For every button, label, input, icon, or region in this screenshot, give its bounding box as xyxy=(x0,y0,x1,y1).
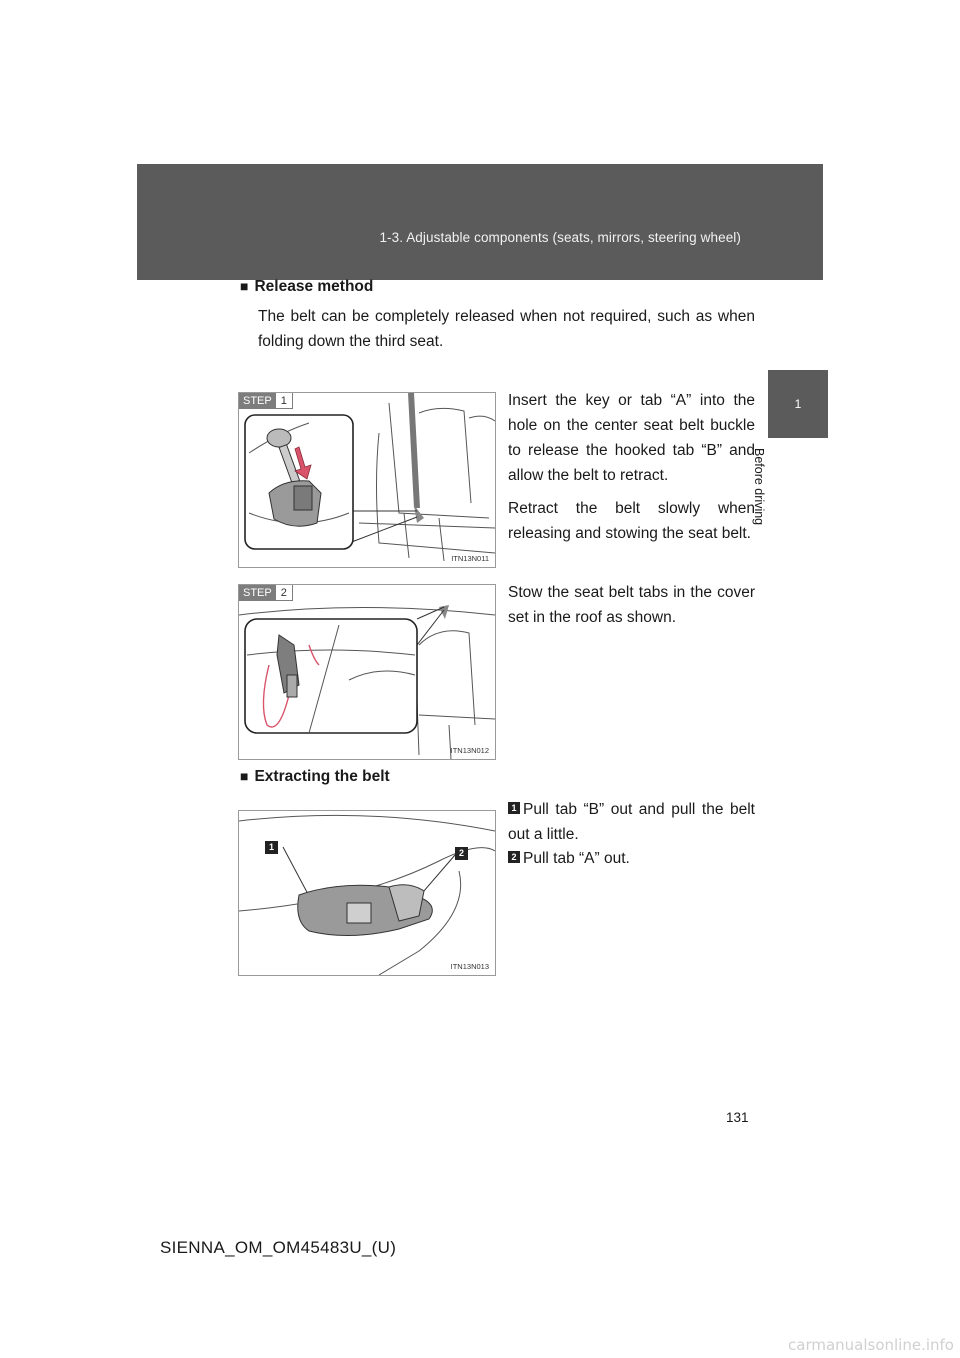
step2-figure-code: ITN13N012 xyxy=(450,746,489,755)
step1-text xyxy=(508,388,755,554)
step1-paragraph: Retract the belt slowly when releasing and stowing the seat belt. xyxy=(508,500,755,542)
extract-figure xyxy=(238,810,496,976)
seat-belt-stow-illustration xyxy=(239,585,495,759)
page-number: 131 xyxy=(726,1110,749,1125)
step2-badge-number: 2 xyxy=(276,585,293,601)
section-title: 1-3. Adjustable components (seats, mirrors, steering wheel) xyxy=(379,230,741,245)
step2-text xyxy=(508,580,755,638)
step1-figure xyxy=(238,392,496,568)
step2-badge-label: STEP xyxy=(239,585,276,601)
step2-figure xyxy=(238,584,496,760)
release-method-heading xyxy=(240,278,373,296)
header-band xyxy=(137,164,823,280)
extract-item-2 xyxy=(508,846,755,871)
belt-extract-illustration xyxy=(239,811,495,975)
extract-item-2-text: Pull tab “A” out. xyxy=(523,850,630,867)
watermark: carmanualsonline.info xyxy=(788,1336,954,1354)
document-code: SIENNA_OM_OM45483U_(U) xyxy=(160,1238,397,1257)
square-bullet-icon: ■ xyxy=(240,768,249,784)
callout-2: 2 xyxy=(458,848,464,858)
chapter-label xyxy=(752,448,818,538)
chapter-number: 1 xyxy=(794,397,802,411)
step1-figure-code: ITN13N011 xyxy=(451,554,489,563)
number-badge-2: 2 xyxy=(508,851,520,863)
extract-item-1-text: Pull tab “B” out and pull the belt out a little. xyxy=(508,801,755,843)
chapter-label-text: Before driving xyxy=(752,448,766,526)
release-method-heading-text: Release method xyxy=(254,278,374,295)
step1-paragraph: Insert the key or tab “A” into the hole on the center seat belt buckle to release the hooked tab “B” and allow the belt to retract. xyxy=(508,392,755,484)
step2-badge xyxy=(239,585,293,601)
step1-badge xyxy=(239,393,293,409)
extracting-belt-heading-text: Extracting the belt xyxy=(254,768,390,785)
step2-paragraph: Stow the seat belt tabs in the cover set in the roof as shown. xyxy=(508,584,755,626)
step1-badge-number: 1 xyxy=(276,393,293,409)
seat-belt-release-illustration xyxy=(239,393,495,567)
callout-1: 1 xyxy=(268,842,274,852)
extract-item-1 xyxy=(508,797,755,847)
release-method-intro: The belt can be completely released when not required, such as when folding down the third seat. xyxy=(258,308,755,350)
extract-figure-code: ITN13N013 xyxy=(450,962,489,971)
step1-badge-label: STEP xyxy=(239,393,276,409)
chapter-tab xyxy=(768,370,828,438)
number-badge-1: 1 xyxy=(508,802,520,814)
square-bullet-icon: ■ xyxy=(240,278,249,294)
extracting-belt-heading xyxy=(240,768,390,786)
